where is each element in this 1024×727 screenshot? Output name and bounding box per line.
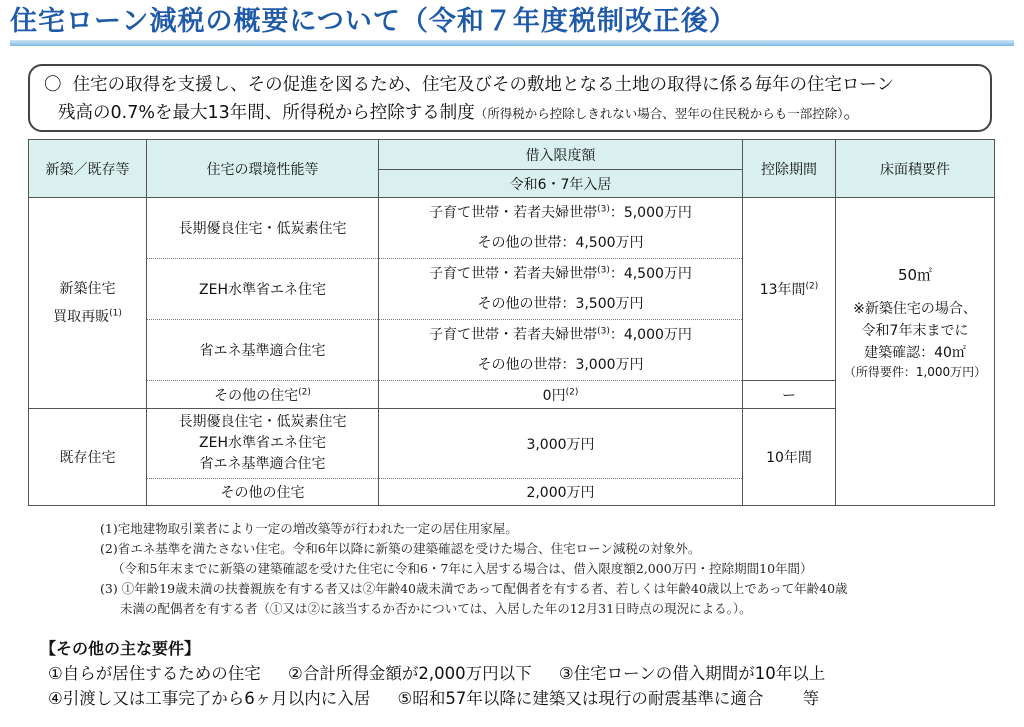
limit-existing: 3,000万円 <box>379 409 743 479</box>
floor-note-1: ※新築住宅の場合、 <box>853 300 977 317</box>
perf-zeh: ZEH水準省エネ住宅 <box>147 259 379 320</box>
limit-zeh: 子育て世帯・若者夫婦世帯$^{(3)}$：4,500万円 その他の世帯：3,500万円 <box>379 259 743 320</box>
perf-existing: 長期優良住宅・低炭素住宅 ZEH水準省エネ住宅 省エネ基準適合住宅 <box>147 409 379 479</box>
summary-text-1: 住宅の取得を支援し、その促進を図るため、住宅及びその敷地となる土地の取得に係る毎年の住宅ローン <box>72 75 895 95</box>
footnote-3b: 未満の配偶者を有する者（①又は②に該当するか否かについては、入居した年の12月31日時点の現況による。）。 <box>120 601 752 616</box>
footnote-1: (1)宅地建物取引業者により一定の増改築等が行われた一定の居住用家屋。 <box>100 521 518 536</box>
floor-main: 50㎡ <box>897 265 933 284</box>
limit-new-other: 0円$^{(2)}$ <box>379 381 743 409</box>
loan-table <box>28 139 995 506</box>
limit-long-term: 子育て世帯・若者夫婦世帯$^{(3)}$：5,000万円 その他の世帯：4,500万円 <box>379 198 743 259</box>
summary-end: 。 <box>843 103 861 123</box>
floor-note-3: 建築確認：40㎡ <box>864 344 966 361</box>
header-limit: 借入限度額 <box>379 140 743 170</box>
floor-note-2: 令和7年末までに <box>861 322 969 339</box>
limit-existing-other: 2,000万円 <box>379 479 743 506</box>
summary-bullet: 〇 <box>44 75 62 95</box>
floor-cell <box>836 198 995 506</box>
header-limit-sub: 令和6・7年入居 <box>379 170 743 198</box>
summary-box <box>28 64 992 132</box>
cell-existing-label: 既存住宅 <box>29 409 147 506</box>
new-label-2: 買取再販$^{(1)}$ <box>53 308 122 325</box>
limit-energy: 子育て世帯・若者夫婦世帯$^{(3)}$：4,000万円 その他の世帯：3,000万円 <box>379 320 743 381</box>
new-label-1: 新築住宅 <box>59 281 116 297</box>
period-existing: 10年間 <box>743 409 836 506</box>
summary-text-2: 残高の0.7%を最大13年間、所得税から控除する制度 <box>58 103 475 123</box>
header-floor: 床面積要件 <box>836 140 995 198</box>
perf-energy: 省エネ基準適合住宅 <box>147 320 379 381</box>
floor-note-4: （所得要件：1,000万円） <box>843 364 987 379</box>
header-period: 控除期間 <box>743 140 836 198</box>
period-new-other: ー <box>743 381 836 409</box>
requirement-3: ③住宅ローンの借入期間が10年以上 <box>558 664 826 683</box>
summary-line-2 <box>44 99 976 128</box>
header-type: 新築／既存等 <box>29 140 147 198</box>
requirements-line-2 <box>48 685 841 709</box>
requirement-1: ①自らが居住するための住宅 <box>48 664 261 683</box>
perf-new-other: その他の住宅$^{(2)}$ <box>147 381 379 409</box>
footnotes <box>100 519 1000 619</box>
period-new: 13年間$^{(2)}$ <box>743 198 836 381</box>
page-title: 住宅ローン減税の概要について（令和７年度税制改正後） <box>10 6 737 37</box>
summary-note: （所得税から控除しきれない場合、翌年の住民税からも一部控除） <box>474 106 844 121</box>
perf-existing-other: その他の住宅 <box>147 479 379 506</box>
footnote-2: (2)省エネ基準を満たさない住宅。令和6年以降に新築の建築確認を受けた場合、住宅ローン減税の対象外。 <box>100 541 701 556</box>
footnote-3: (3) ①年齢19歳未満の扶養親族を有する者又は②年齢40歳未満であって配偶者を有する者、若しくは年齢40歳以上であって年齢40歳 <box>100 581 848 596</box>
requirement-2: ②合計所得金額が2,000万円以下 <box>288 664 532 683</box>
title-underline <box>10 40 1014 46</box>
requirement-4: ④引渡し又は工事完了から6ヶ月以内に入居 <box>48 689 371 708</box>
requirement-etc: 等 <box>802 689 820 708</box>
cell-new-label <box>29 198 147 409</box>
summary-line-1 <box>44 71 976 99</box>
requirements-heading: 【その他の主な要件】 <box>40 639 201 658</box>
requirements-line-1 <box>48 660 847 684</box>
perf-long-term: 長期優良住宅・低炭素住宅 <box>147 198 379 259</box>
requirement-5: ⑤昭和57年以降に建築又は現行の耐震基準に適合 <box>397 689 764 708</box>
footnote-2b: （令和5年末までに新築の建築確認を受けた住宅に令和6・7年に入居する場合は、借入限度額2,000万円・控除期間10年間） <box>112 561 813 576</box>
header-perf: 住宅の環境性能等 <box>147 140 379 198</box>
